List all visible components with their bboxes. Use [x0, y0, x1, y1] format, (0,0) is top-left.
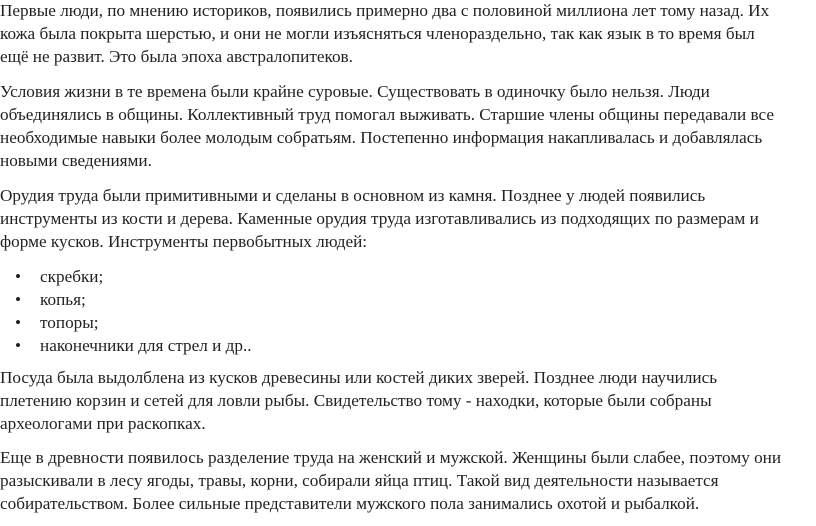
bullet-icon: • [15, 290, 22, 309]
bullet-icon: • [15, 267, 22, 286]
bullet-icon: • [15, 313, 22, 332]
tools-list [0, 265, 252, 357]
text-line: новыми сведениями. [0, 151, 152, 170]
text-line: Посуда была выдолблена из кусков древесины или костей диких зверей. Позднее люди научились [0, 368, 718, 387]
paragraph-3 [0, 184, 759, 253]
text-line: инструменты из кости и дерева. Каменные орудия труда изготавливались из подходящих по размерам и [0, 209, 759, 228]
list-item-text: скребки; [40, 267, 104, 286]
list-item [0, 265, 252, 288]
text-line: кожа была покрыта шерстью, и они не могли изъясняться членораздельно, так как язык в то время был [0, 24, 755, 43]
list-item [0, 311, 252, 334]
text-line: археологами при раскопках. [0, 414, 206, 433]
text-line: собирательством. Более сильные представители мужского пола занимались охотой и рыбалкой. [0, 494, 700, 513]
text-line: объединялись в общины. Коллективный труд помогал выживать. Старшие члены общины передавали все [0, 105, 774, 124]
list-item [0, 334, 252, 357]
text-line: плетению корзин и сетей для ловли рыбы. Свидетельство тому - находки, которые были собраны [0, 391, 712, 410]
paragraph-4 [0, 366, 717, 435]
text-line: форме кусков. Инструменты первобытных людей: [0, 232, 368, 251]
paragraph-1 [0, 0, 769, 68]
list-item-text: наконечники для стрел и др.. [40, 336, 252, 355]
list-item [0, 288, 252, 311]
text-line: Орудия труда были примитивными и сделаны в основном из камня. Позднее у людей появились [0, 186, 706, 205]
text-line: разыскивали в лесу ягоды, травы, корни, собирали яйца птиц. Такой вид деятельности называется [0, 471, 719, 490]
text-line: Еще в древности появилось разделение труда на женский и мужской. Женщины были слабее, поэтому они [0, 448, 782, 467]
paragraph-5 [0, 446, 781, 515]
paragraph-2 [0, 80, 774, 172]
bullet-icon: • [15, 336, 22, 355]
text-line: Условия жизни в те времена были крайне суровые. Существовать в одиночку было нельзя. Люди [0, 82, 710, 101]
text-line: необходимые навыки более молодым собратьям. Постепенно информация накапливалась и добавлялась [0, 128, 763, 147]
text-line: ещё не развит. Это была эпоха австралопитеков. [0, 47, 353, 66]
text-line: Первые люди, по мнению историков, появились примерно два с половиной миллиона лет тому назад. Их [0, 1, 770, 20]
list-item-text: копья; [40, 290, 86, 309]
list-item-text: топоры; [40, 313, 99, 332]
